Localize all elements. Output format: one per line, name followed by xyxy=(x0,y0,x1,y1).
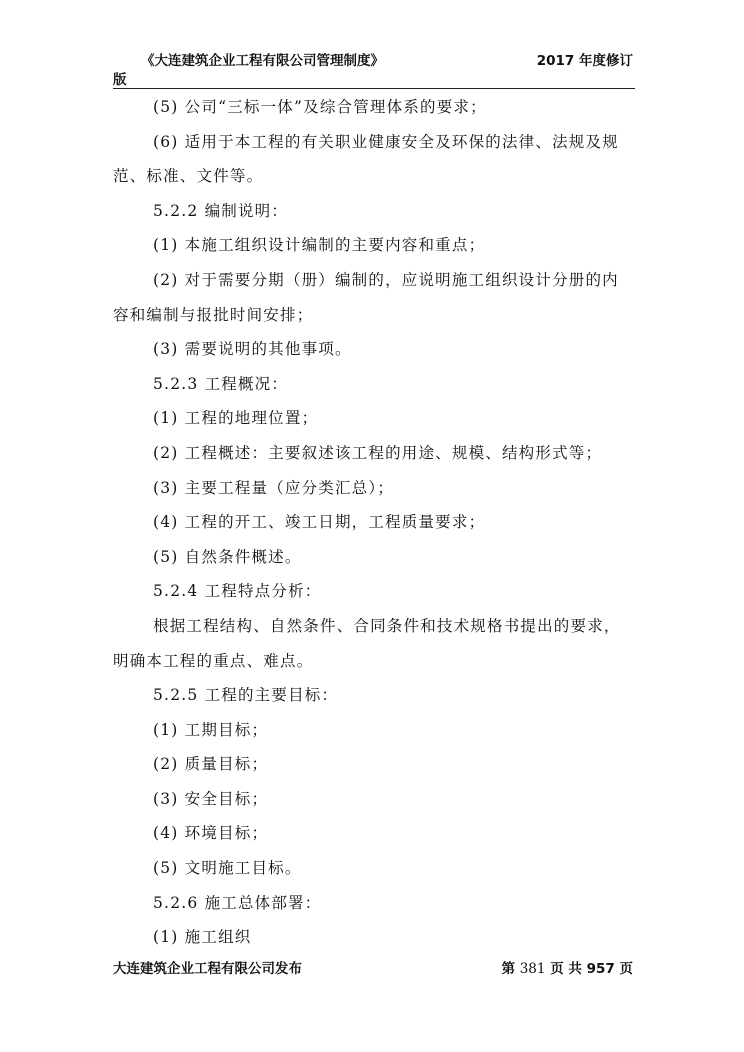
section-heading: 5.2.6 施工总体部署： xyxy=(153,893,322,912)
page-prefix: 第 xyxy=(501,961,516,977)
paragraph: (2) 工程概述：主要叙述该工程的用途、规模、结构形式等； xyxy=(153,443,603,462)
section-heading: 5.2.3 工程概况： xyxy=(153,374,289,393)
paragraph: (4) 环境目标； xyxy=(153,824,269,843)
paragraph: 根据工程结构、自然条件、合同条件和技术规格书提出的要求，明确本工程的重点、难点。 xyxy=(113,616,621,670)
paragraph: (3) 安全目标； xyxy=(153,789,269,808)
paragraph: (6) 适用于本工程的有关职业健康安全及环保的法律、法规及规范、标准、文件等。 xyxy=(113,132,619,186)
page-suffix: 页 xyxy=(619,961,633,977)
paragraph: (1) 工程的地理位置； xyxy=(153,409,319,428)
paragraph: (1) 工期目标； xyxy=(153,720,269,739)
page-middle: 页 共 xyxy=(550,961,582,977)
page-number xyxy=(502,960,633,978)
revision-suffix: 版 xyxy=(113,72,127,88)
header-divider xyxy=(113,88,635,89)
page-current: 381 xyxy=(519,961,546,977)
paragraph: (5) 自然条件概述。 xyxy=(153,547,302,566)
document-body xyxy=(113,90,635,955)
paragraph: (1) 施工组织 xyxy=(153,928,252,947)
paragraph: (3) 主要工程量（应分类汇总）； xyxy=(153,478,395,497)
publisher-label: 大连建筑企业工程有限公司发布 xyxy=(113,961,302,977)
section-heading: 5.2.2 编制说明： xyxy=(153,201,289,220)
paragraph: (2) 质量目标； xyxy=(153,755,269,774)
section-heading: 5.2.5 工程的主要目标： xyxy=(153,686,339,705)
paragraph: (1) 本施工组织设计编制的主要内容和重点； xyxy=(153,236,486,255)
paragraph: (3) 需要说明的其他事项。 xyxy=(153,340,352,359)
section-heading: 5.2.4 工程特点分析： xyxy=(153,582,322,601)
revision-year: 2017 年度修订 xyxy=(536,53,633,69)
paragraph: (2) 对于需要分期（册）编制的，应说明施工组织设计分册的内容和编制与报批时间安排； xyxy=(113,270,619,324)
paragraph: (5) 公司“三标一体”及综合管理体系的要求； xyxy=(153,98,487,116)
paragraph: (4) 工程的开工、竣工日期，工程质量要求； xyxy=(153,513,486,532)
paragraph: (5) 文明施工目标。 xyxy=(153,859,302,878)
page-total: 957 xyxy=(586,961,615,977)
document-title: 《大连建筑企业工程有限公司管理制度》 xyxy=(141,53,384,69)
